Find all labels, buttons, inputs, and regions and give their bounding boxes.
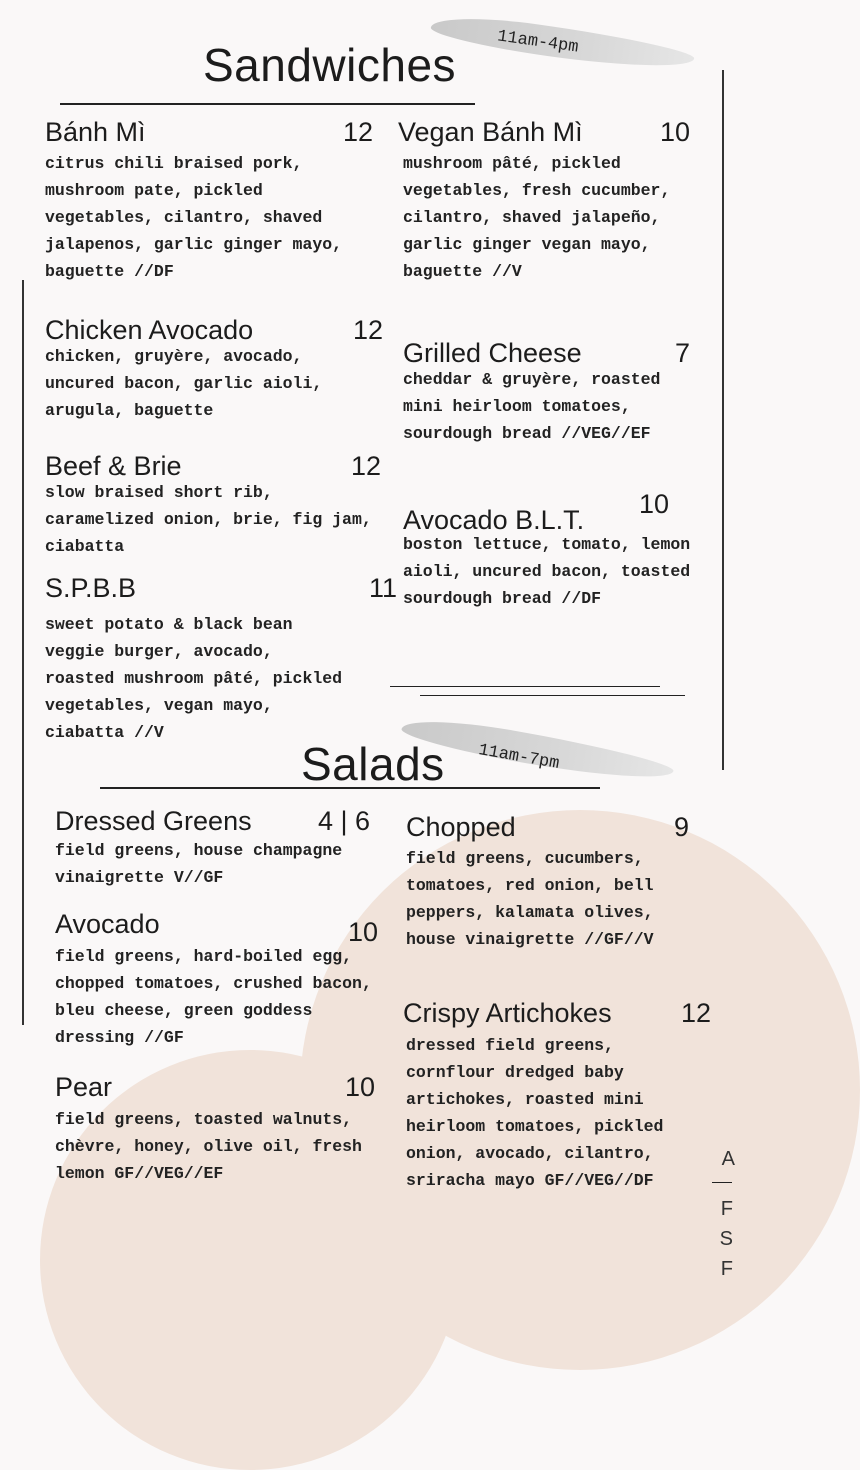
edge-rule [712, 1182, 732, 1183]
item-price: 12 [343, 117, 374, 147]
item-name: Crispy Artichokes [403, 998, 612, 1028]
section-rule [420, 695, 685, 696]
item-name: Bánh Mì [45, 117, 146, 147]
item-price: 10 [348, 917, 379, 947]
frame-line-left [22, 280, 24, 1025]
item-description: field greens, house champagne vinaigrette V//GF [55, 841, 343, 887]
sandwich-hours: 11am-4pm [496, 27, 580, 58]
item-description: mushroom pâté, pickled vegetables, fresh cucumber, cilantro, shaved jalapeño, garlic ginger vegan mayo, baguette //V [403, 154, 671, 281]
item-price: 10 [639, 489, 670, 519]
menu-item [406, 811, 706, 953]
sandwiches-title: Sandwiches [203, 39, 457, 91]
item-name: S.P.B.B [45, 573, 137, 603]
salad-hours: 11am-7pm [476, 741, 561, 774]
item-description: boston lettuce, tomato, lemon aioli, uncured bacon, toasted sourdough bread //DF [403, 535, 691, 608]
title-rule [60, 103, 475, 105]
item-price: 12 [353, 315, 384, 345]
item-name: Avocado [55, 909, 160, 939]
item-name: Pear [55, 1072, 113, 1102]
item-name: Beef & Brie [45, 451, 182, 481]
item-description: slow braised short rib, caramelized onion, brie, fig jam, ciabatta [45, 483, 372, 556]
edge-letter: A [721, 1148, 735, 1170]
menu-item [55, 805, 385, 891]
item-price: 7 [675, 338, 691, 368]
menu-item [55, 908, 385, 1051]
edge-letter: F [720, 1258, 733, 1280]
item-description: chicken, gruyère, avocado, uncured bacon, garlic aioli, arugula, baguette [45, 347, 323, 420]
menu-item [55, 1071, 385, 1187]
title-rule [100, 787, 600, 789]
item-name: Chopped [406, 812, 516, 842]
item-name: Avocado B.L.T. [403, 505, 585, 535]
item-name: Dressed Greens [55, 806, 252, 836]
item-description: field greens, cucumbers, tomatoes, red onion, bell peppers, kalamata olives, house vinaigrette //GF//V [406, 849, 654, 949]
item-description: field greens, toasted walnuts, chèvre, honey, olive oil, fresh lemon GF//VEG//EF [55, 1110, 362, 1183]
item-price: 4 | 6 [318, 806, 371, 836]
salads-title: Salads [301, 738, 445, 790]
item-price: 12 [351, 451, 382, 481]
frame-line-right [722, 70, 724, 770]
item-description: citrus chili braised pork, mushroom pate, pickled vegetables, cilantro, shaved jalapenos, garlic ginger mayo, baguette //DF [45, 154, 343, 281]
menu-item [403, 997, 712, 1194]
item-name: Vegan Bánh Mì [398, 117, 583, 147]
edge-letter: F [720, 1198, 733, 1220]
item-price: 9 [674, 812, 690, 842]
menu-item [45, 116, 375, 285]
item-description: dressed field greens, cornflour dredged baby artichokes, roasted mini heirloom tomatoes, pickled onion, avocado, cilantro, sriracha mayo GF//VEG//DF [406, 1036, 664, 1190]
edge-letter: S [719, 1228, 733, 1250]
item-name: Grilled Cheese [403, 338, 582, 368]
item-name: Chicken Avocado [45, 315, 254, 345]
item-description: field greens, hard-boiled egg, chopped tomatoes, crushed bacon, bleu cheese, green goddess dressing //GF [55, 947, 372, 1047]
item-price: 11 [369, 573, 398, 603]
item-price: 10 [660, 117, 691, 147]
menu-item [403, 489, 703, 612]
item-description: cheddar & gruyère, roasted mini heirloom tomatoes, sourdough bread //VEG//EF [403, 370, 661, 443]
section-rule [390, 686, 660, 687]
menu-item [45, 572, 398, 746]
item-description: sweet potato & black bean veggie burger, avocado, roasted mushroom pâté, pickled vegetables, vegan mayo, ciabatta //V [45, 615, 343, 742]
item-price: 12 [681, 998, 712, 1028]
menu-item [403, 337, 693, 447]
menu-item [45, 314, 384, 424]
menu-item [45, 450, 380, 560]
menu-item [398, 116, 698, 285]
item-price: 10 [345, 1072, 376, 1102]
